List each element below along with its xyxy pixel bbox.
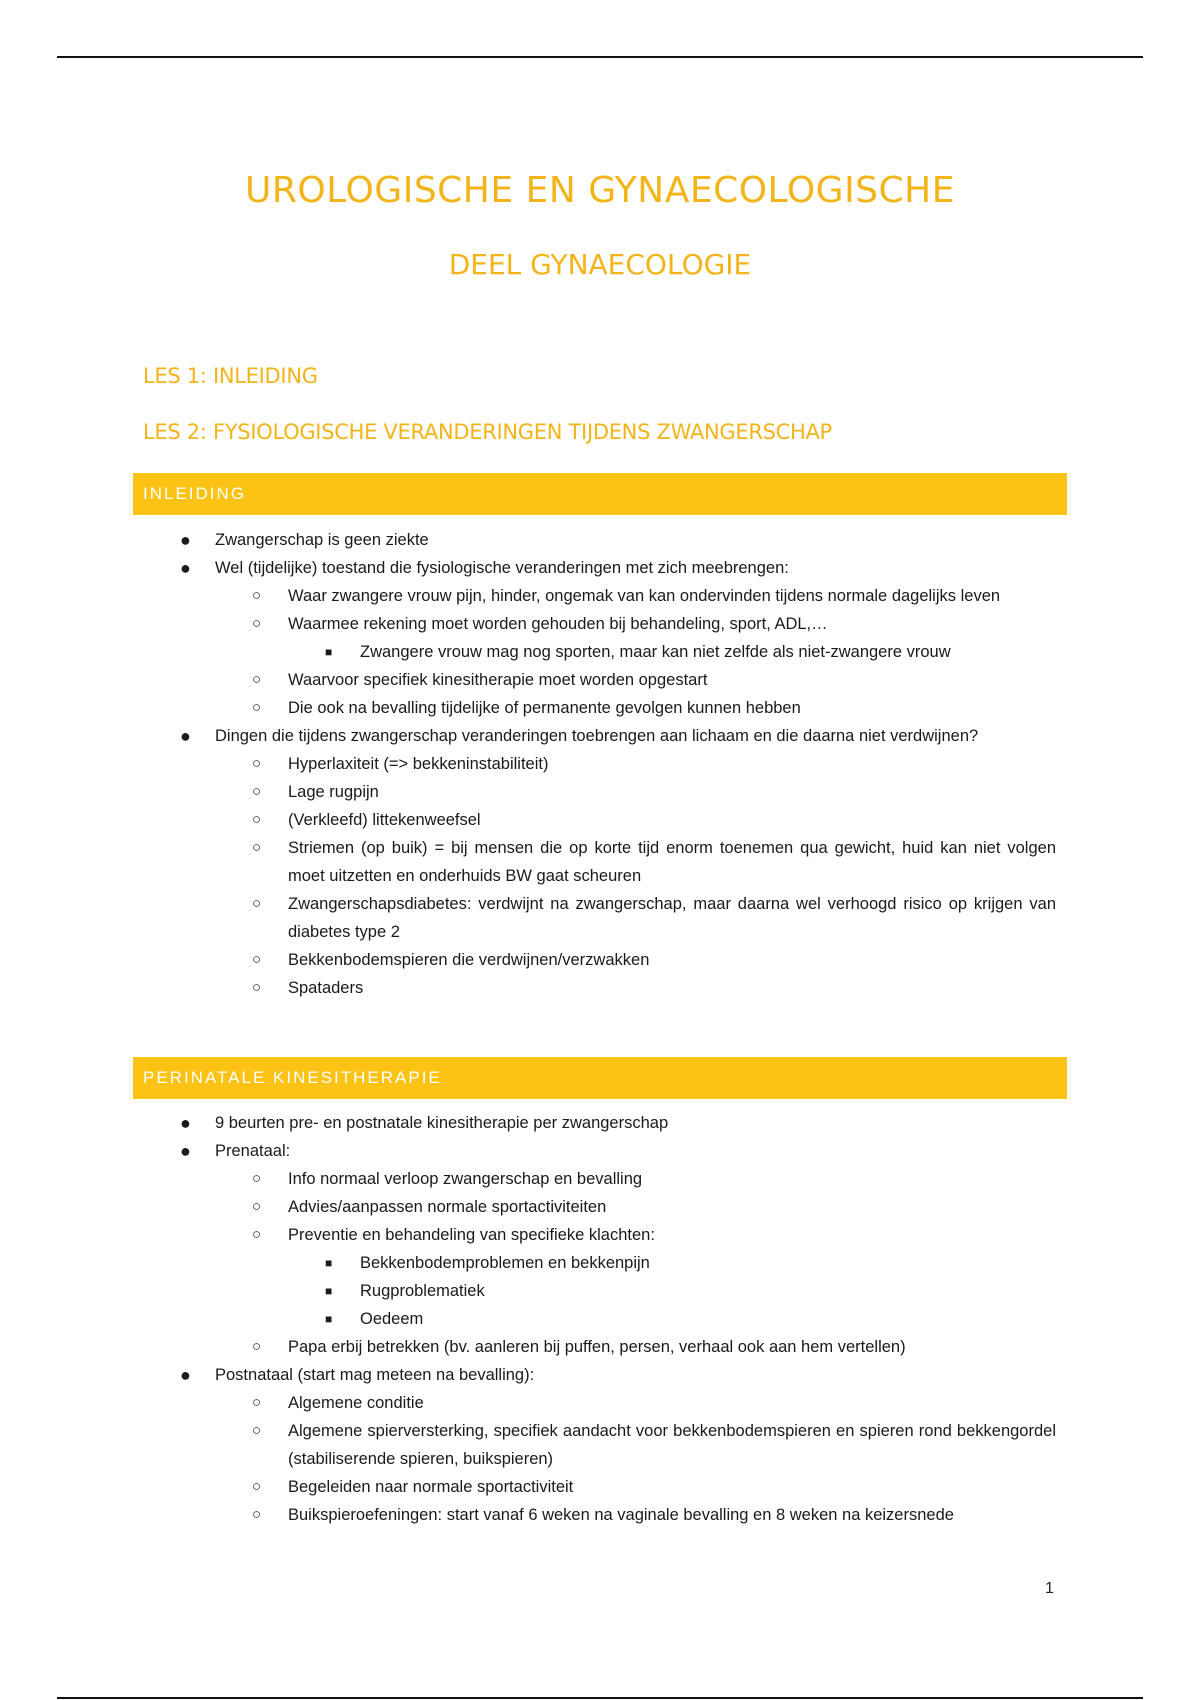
- list-item-text: Striemen (op buik) = bij mensen die op korte tijd enorm toenemen qua gewicht, huid kan niet volgen moet uitzetten en onderhuids BW gaat scheuren: [288, 839, 1056, 885]
- bullet-dot-icon: ●: [180, 726, 191, 746]
- bullet-circle-icon: ○: [252, 895, 262, 912]
- section-heading-inleiding: INLEIDING: [133, 473, 1067, 515]
- list-item-text: Die ook na bevalling tijdelijke of permanente gevolgen kunnen hebben: [288, 699, 801, 717]
- list-item: [0, 1333, 1200, 1361]
- bullet-circle-icon: ○: [252, 671, 262, 688]
- top-rule: [57, 56, 1143, 58]
- list-item-text: Info normaal verloop zwangerschap en bevalling: [288, 1170, 643, 1188]
- list-item-text: Zwangerschap is geen ziekte: [215, 531, 429, 549]
- list-item-text: Bekkenbodemspieren die verdwijnen/verzwakken: [288, 951, 650, 969]
- bullet-dot-icon: ●: [180, 1365, 191, 1385]
- list-item-text: Bekkenbodemproblemen en bekkenpijn: [360, 1254, 650, 1272]
- bullet-dot-icon: ●: [180, 558, 191, 578]
- bottom-rule: [57, 1697, 1143, 1699]
- list-item: [0, 1361, 1200, 1389]
- list-item: [0, 1249, 1200, 1277]
- list-item: [0, 806, 1200, 834]
- list-item-text: Prenataal:: [215, 1142, 291, 1160]
- list-item: [0, 1221, 1200, 1249]
- list-item-text: Lage rugpijn: [288, 783, 379, 801]
- bullet-circle-icon: ○: [252, 1170, 262, 1187]
- list-item: [0, 1109, 1200, 1137]
- document-title: UROLOGISCHE EN GYNAECOLOGISCHE: [245, 170, 955, 211]
- list-item-text: Dingen die tijdens zwangerschap veranderingen toebrengen aan lichaam en die daarna niet verdwijnen?: [215, 727, 979, 745]
- list-item-text: 9 beurten pre- en postnatale kinesitherapie per zwangerschap: [215, 1114, 669, 1132]
- page-number: 1: [1045, 1580, 1054, 1597]
- bullet-circle-icon: ○: [252, 1226, 262, 1243]
- bullet-square-icon: ■: [325, 645, 333, 659]
- list-item-text: Preventie en behandeling van specifieke klachten:: [288, 1226, 655, 1244]
- list-item-text: Postnataal (start mag meteen na bevalling):: [215, 1366, 535, 1384]
- bullet-circle-icon: ○: [252, 811, 262, 828]
- bullet-circle-icon: ○: [252, 1506, 262, 1523]
- section-list-perinatale-kinesitherapie: [0, 1109, 1200, 1529]
- list-item: [0, 554, 1200, 582]
- section-heading-perinatale-kinesitherapie: PERINATALE KINESITHERAPIE: [133, 1057, 1067, 1099]
- bullet-circle-icon: ○: [252, 951, 262, 968]
- bullet-square-icon: ■: [325, 1284, 333, 1298]
- list-item-text: Buikspieroefeningen: start vanaf 6 weken na vaginale bevalling en 8 weken na keizersnede: [288, 1506, 954, 1524]
- list-item: [0, 1277, 1200, 1305]
- list-item: [0, 694, 1200, 722]
- list-item: [0, 974, 1200, 1002]
- list-item-text: Hyperlaxiteit (=> bekkeninstabiliteit): [288, 755, 549, 773]
- list-item-text: Rugproblematiek: [360, 1282, 485, 1300]
- list-item: [0, 750, 1200, 778]
- list-item-text: Wel (tijdelijke) toestand die fysiologische veranderingen met zich meebrengen:: [215, 559, 789, 577]
- bullet-circle-icon: ○: [252, 839, 262, 856]
- bullet-dot-icon: ●: [180, 1113, 191, 1133]
- bullet-circle-icon: ○: [252, 1338, 262, 1355]
- list-item-text: Papa erbij betrekken (bv. aanleren bij puffen, persen, verhaal ook aan hem vertellen): [288, 1338, 906, 1356]
- bullet-square-icon: ■: [325, 1312, 333, 1326]
- list-item-text: Waarvoor specifiek kinesitherapie moet worden opgestart: [288, 671, 708, 689]
- list-item: [0, 1417, 1200, 1473]
- document-subtitle: DEEL GYNAECOLOGIE: [448, 248, 752, 281]
- list-item-text: Algemene spierversterking, specifiek aandacht voor bekkenbodemspieren en spieren rond bekkengordel (stabiliserende spieren, buikspieren): [288, 1422, 1056, 1468]
- bullet-square-icon: ■: [325, 1256, 333, 1270]
- list-item-text: Begeleiden naar normale sportactiviteit: [288, 1478, 574, 1496]
- list-item-text: Spataders: [288, 979, 364, 997]
- list-item-text: Waarmee rekening moet worden gehouden bij behandeling, sport, ADL,…: [288, 615, 828, 633]
- list-item: [0, 1389, 1200, 1417]
- list-item: [0, 890, 1200, 946]
- list-item-text: Advies/aanpassen normale sportactiviteiten: [288, 1198, 607, 1216]
- list-item: [0, 946, 1200, 974]
- list-item-text: Algemene conditie: [288, 1394, 424, 1412]
- bullet-circle-icon: ○: [252, 1422, 262, 1439]
- bullet-circle-icon: ○: [252, 1478, 262, 1495]
- list-item: [0, 1165, 1200, 1193]
- list-item: [0, 1193, 1200, 1221]
- bullet-circle-icon: ○: [252, 979, 262, 996]
- bullet-circle-icon: ○: [252, 783, 262, 800]
- list-item-text: Oedeem: [360, 1310, 424, 1328]
- bullet-circle-icon: ○: [252, 699, 262, 716]
- bullet-dot-icon: ●: [180, 530, 191, 550]
- list-item: [0, 638, 1200, 666]
- bullet-circle-icon: ○: [252, 615, 262, 632]
- list-item: [0, 1473, 1200, 1501]
- list-item: [0, 582, 1200, 610]
- bullet-circle-icon: ○: [252, 587, 262, 604]
- bullet-circle-icon: ○: [252, 1198, 262, 1215]
- list-item-text: Zwangere vrouw mag nog sporten, maar kan niet zelfde als niet-zwangere vrouw: [360, 643, 951, 661]
- bullet-circle-icon: ○: [252, 1394, 262, 1411]
- list-item: [0, 1305, 1200, 1333]
- bullet-dot-icon: ●: [180, 1141, 191, 1161]
- list-item: [0, 1501, 1200, 1529]
- section-list-inleiding: [0, 526, 1200, 1002]
- list-item-text: Waar zwangere vrouw pijn, hinder, ongemak van kan ondervinden tijdens normale dagelijks leven: [288, 587, 1001, 605]
- list-item: [0, 666, 1200, 694]
- heading-les-2: LES 2: FYSIOLOGISCHE VERANDERINGEN TIJDENS ZWANGERSCHAP: [143, 420, 832, 444]
- list-item: [0, 526, 1200, 554]
- list-item: [0, 610, 1200, 638]
- list-item: [0, 722, 1200, 750]
- list-item: [0, 1137, 1200, 1165]
- list-item-text: Zwangerschapsdiabetes: verdwijnt na zwangerschap, maar daarna wel verhoogd risico op krijgen van diabetes type 2: [288, 895, 1056, 941]
- heading-les-1: LES 1: INLEIDING: [143, 364, 318, 388]
- list-item: [0, 778, 1200, 806]
- list-item: [0, 834, 1200, 890]
- list-item-text: (Verkleefd) littekenweefsel: [288, 811, 481, 829]
- bullet-circle-icon: ○: [252, 755, 262, 772]
